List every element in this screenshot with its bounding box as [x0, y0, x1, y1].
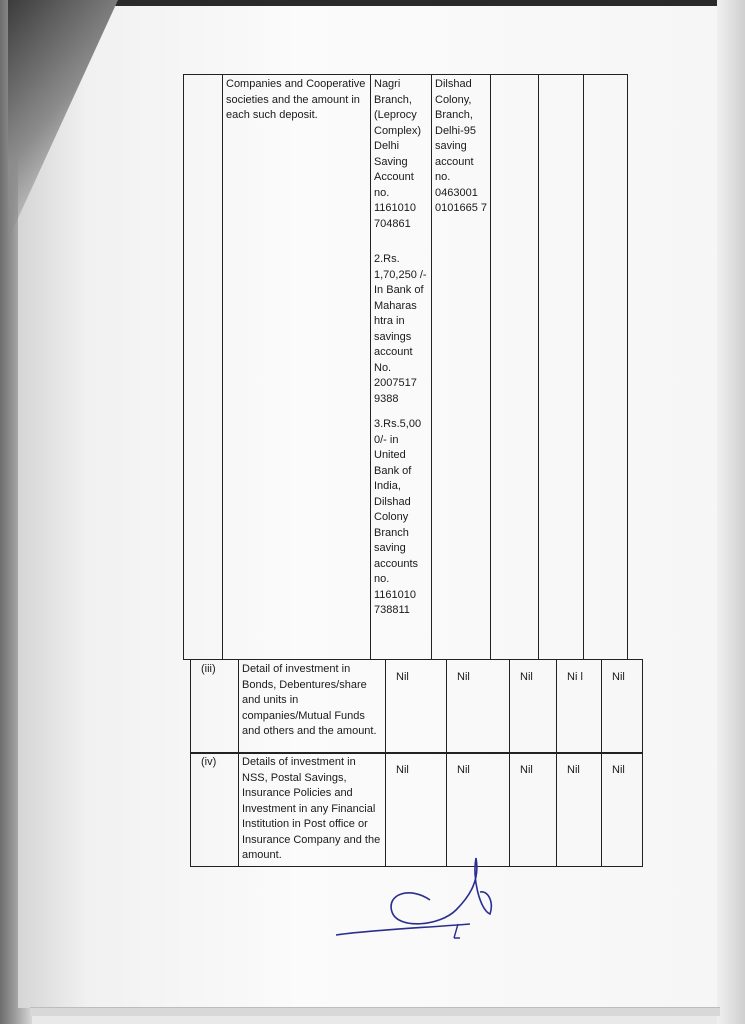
- spouse-value-cell: Dilshad Colony, Branch, Delhi-95 saving account no. 0463001 0101665 7: [432, 75, 491, 660]
- table-row: [191, 753, 643, 867]
- self-value-cell: [371, 75, 432, 660]
- page-right-edge: [717, 0, 745, 1024]
- self-value-cell: Nil: [386, 753, 447, 867]
- self-deposit-1: Nagri Branch, (Leprocy Complex) Delhi Saving Account no. 1161010 704861: [374, 78, 422, 230]
- description-cell: Companies and Cooperative societies and the amount in each such deposit.: [223, 75, 371, 660]
- dependent-1-cell: Nil: [510, 660, 557, 754]
- dependent-2-cell: Ni l: [557, 660, 602, 754]
- self-deposit-3: 3.Rs.5,00 0/- in United Bank of India, Dilshad Colony Branch saving accounts no. 1161010 738811: [374, 418, 422, 616]
- dependent-1-cell: [491, 75, 539, 660]
- description-cell: Details of investment in NSS, Postal Savings, Insurance Policies and Investment in any Financial Institution in Post office or Insurance Company and the amount.: [239, 753, 386, 867]
- self-value-cell: Nil: [386, 660, 447, 754]
- serial-cell: (iii): [191, 660, 239, 754]
- investment-bonds-table: [190, 659, 643, 754]
- dependent-2-cell: Nil: [557, 753, 602, 867]
- self-deposit-2: 2.Rs. 1,70,250 /- In Bank of Maharas htra in savings account No. 2007517 9388: [374, 253, 427, 405]
- spouse-value-cell: Nil: [447, 660, 510, 754]
- handwritten-signature: [330, 850, 500, 950]
- table-row: [191, 660, 643, 754]
- serial-cell: [184, 75, 223, 660]
- description-cell: Detail of investment in Bonds, Debentures/share and units in companies/Mutual Funds and others and the amount.: [239, 660, 386, 754]
- page-bottom-edge: [30, 1007, 720, 1016]
- spouse-value-cell: Nil: [447, 753, 510, 867]
- dependent-1-cell: Nil: [510, 753, 557, 867]
- serial-cell: (iv): [191, 753, 239, 867]
- dependent-3-cell: [584, 75, 628, 660]
- dependent-3-cell: Nil: [602, 660, 643, 754]
- dependent-2-cell: [539, 75, 584, 660]
- table-row: [184, 75, 628, 660]
- deposits-continued-table: [183, 74, 628, 660]
- dependent-3-cell: Nil: [602, 753, 643, 867]
